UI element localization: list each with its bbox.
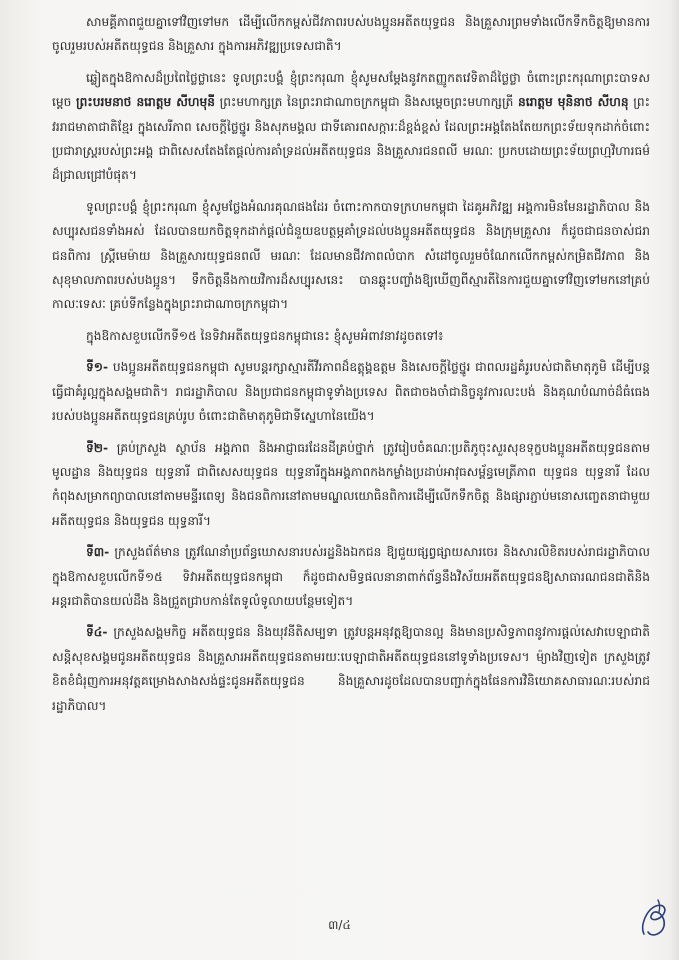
page-number: ៣/៤ <box>328 918 351 932</box>
appeal-item-text: បងប្អូនអតីតយុទ្ធជនកម្ពុជា សូមបន្តរក្សាស្មារតីវីរភាពដ៏ឧត្តុង្គឧត្តម និងសេចក្តីថ្លៃថ្នូរ ជាពលរដ្ឋគំរូរបស់ជាតិមាតុភូមិ ដើម្បីបន្តធ្វើជាគំរូល្អក្នុងសង្គមជាតិ។ រាជរដ្ឋាភិបាល និងប្រជាជនកម្ពុជាទូទាំងប្រទេស ពិតជាចងចាំជានិច្ចនូវការលះបង់ និងគុណបំណាច់ដ៏ធំធេងរបស់បងប្អូនអតីតយុទ្ធជនគ្រប់រូប ចំពោះជាតិមាតុភូមិជាទីស្នេហានៃយើង។ <box>52 360 650 424</box>
appeal-item-text: គ្រប់ក្រសួង ស្ថាប័ន អង្គភាព និងអាជ្ញាធរដែនដីគ្រប់ថ្នាក់ ត្រូវរៀបចំគណៈប្រតិភូចុះសួរសុខទុក្ខបងប្អូនអតីតយុទ្ធជនតាមមូលដ្ឋាន និងយុទ្ធជន យុទ្ធនារី ជាពិសេសយុទ្ធជន យុទ្ធនារីក្នុងអង្គភាពកងកម្លាំងប្រដាប់អាវុធសម្ព័ន្ធមេត្រីភាព យុទ្ធជន យុទ្ធនារី ដែលកំពុងសម្រាកព្យាបាលនៅតាមមន្ទីរពេទ្យ និងជនពិការនៅតាមមណ្ឌលយោធិនពិការដើម្បីលើកទឹកចិត្ត និងផ្សារភ្ជាប់មនោសញ្ចេតនាជាមួយអតីតយុទ្ធជន និងយុទ្ធជន យុទ្ធនារី។ <box>52 440 650 528</box>
paragraph-4: ក្នុងឱកាសខួបលើកទី១៥ នៃទិវាអតីតយុទ្ធជនកម្ពុជានេះ ខ្ញុំសូមអំពាវនាវដូចតទៅ៖ <box>86 328 444 343</box>
paragraph-3: ទូលព្រះបង្គំ ខ្ញុំព្រះករុណា ខ្ញុំសូមថ្លែងអំណរគុណផងដែរ ចំពោះកាកបាទក្រហមកម្ពុជា ដៃគូអភិវឌ្ឍ អង្គការមិនមែនរដ្ឋាភិបាល និងសប្បុរសជនទាំងអស់ ដែលបានយកចិត្តទុកដាក់ផ្តល់ជំនួយឧបត្ថម្ភគាំទ្រដល់បងប្អូនអតីតយុទ្ធជន និងក្រុមគ្រួសារ ក៏ដូចជាជនចាស់ជរា ជនពិការ ស្ត្រីមេម៉ាយ និងគ្រួសារយុទ្ធជនពលី មរណៈ ដែលមានជីវភាពលំបាក សំដៅចូលរួមចំណែកលើកកម្ពស់កម្រិតជីវភាព និងសុខុមាលភាពរបស់បងប្អូន។ ទឹកចិត្តនឹងកាយវិការដ៏សប្បុរសនេះ បានឆ្លុះបញ្ចាំងឱ្យឃើញពីស្មារតីនៃការជួយគ្នាទៅវិញទៅមកនៅគ្រប់កាលៈទេសៈ គ្រប់ទីកន្លែងក្នុងព្រះរាជាណាចក្រកម្ពុជា។ <box>52 199 650 312</box>
king-name: ព្រះបរមនាថ នរោត្តម សីហមុនី <box>76 95 215 110</box>
signature-initial-icon <box>638 896 672 940</box>
appeal-item-1 <box>52 355 650 428</box>
appeal-item-label: ទី១- <box>86 360 109 375</box>
paragraph-2-text-2: ព្រះមហាក្សត្រ នៃព្រះរាជាណាចក្រកម្ពុជា និងសម្តេចព្រះមហាក្សត្រី <box>214 95 518 110</box>
paragraph-2-text-3: ព្រះវររាជមាតាជាតិខ្មែរ ក្នុងសេរីភាព សេចក្តីថ្លៃថ្នូរ និងសុភមង្គល ជាទីគោរពសក្ការៈដ៏ខ្ពង់ខ្ពស់ ដែលព្រះអង្គតែងតែយកព្រះទ័យទុកដាក់ចំពោះប្រជារាស្ត្ររបស់ព្រះអង្គ ជាពិសេសតែងតែផ្តល់ការគាំទ្រដល់អតីតយុទ្ធជន និងគ្រួសារជនពលី មរណៈ ប្រកបដោយព្រះទ័យព្រហ្មវិហារធម៌ដ៏ជ្រាលជ្រៅបំផុត។ <box>52 95 650 183</box>
appeal-item-3 <box>52 540 650 613</box>
paragraph-2-text-1: ឆ្លៀតក្នុងឱកាសដ៏ប្រពៃថ្លៃថ្លានេះ ទូលព្រះបង្គំ ខ្ញុំព្រះករុណា ខ្ញុំសូមសម្តែងនូវកតញ្ញូកតវេទិតាដ៏ថ្លៃថ្លា ចំពោះព្រះករុណាព្រះបាទសម្តេច <box>52 70 650 110</box>
paragraph-1: សាមគ្គីភាពជួយគ្នាទៅវិញទៅមក ដើម្បីលើកកម្ពស់ជីវភាពរបស់បងប្អូនអតីតយុទ្ធជន និងគ្រួសារព្រមទាំងលើកទឹកចិត្តឱ្យមានការចូលរួមរបស់អតីតយុទ្ធជន និងគ្រួសារ ក្នុងការអភិវឌ្ឍប្រទេសជាតិ។ <box>52 15 650 54</box>
queen-mother-name: នរោត្តម មុនិនាថ សីហនុ <box>517 95 629 110</box>
appeal-item-text: ក្រសួងព័ត៌មាន ត្រូវណែនាំប្រព័ន្ធឃោសនារបស់រដ្ឋនិងឯកជន ឱ្យជួយផ្សព្វផ្សាយសារចេរ និងសារលិខិតរបស់រាជរដ្ឋាភិបាលក្នុងឱកាសខួបលើកទី១៥ ទិវាអតីតយុទ្ធជនកម្ពុជា ក៏ដូចជាសមិទ្ធផលនានាពាក់ព័ន្ធនឹងវិស័យអតីតយុទ្ធជនឱ្យសាធារណជនជាតិនិងអន្តរជាតិបានយល់ដឹង និងជ្រួតជ្រាបកាន់តែទូលំទូលាយបន្ថែមទៀត។ <box>52 545 650 608</box>
paragraph-2 <box>52 66 650 188</box>
appeal-item-4 <box>52 620 650 718</box>
appeal-item-2 <box>52 436 650 534</box>
appeal-item-label: ទី៤- <box>86 625 108 640</box>
page-edge-shadow <box>669 0 679 960</box>
appeal-item-label: ទី៣- <box>86 545 110 560</box>
document-body <box>52 10 650 725</box>
appeal-item-label: ទី២- <box>86 440 109 455</box>
appeal-item-text: ក្រសួងសង្គមកិច្ច អតីតយុទ្ធជន និងយុវនីតិសម្បទា ត្រូវបន្តអនុវត្តឱ្យបានល្អ និងមានប្រសិទ្ធភាពនូវការផ្តល់សេវាបេឡាជាតិសន្តិសុខសង្គមជូនអតីតយុទ្ធជន និងគ្រួសារអតីតយុទ្ធជនតាមរយៈបេឡាជាតិអតីតយុទ្ធជននៅទូទាំងប្រទេស។ ម៉្យាងវិញទៀត ក្រសួងត្រូវខិតខំជំរុញការអនុវត្តគម្រោងសាងសង់ផ្ទះជូនអតីតយុទ្ធជន និងគ្រួសារដូចដែលបានបញ្ជាក់ក្នុងផែនការវិនិយោគសាធារណៈរបស់រាជរដ្ឋាភិបាល។ <box>52 625 650 713</box>
